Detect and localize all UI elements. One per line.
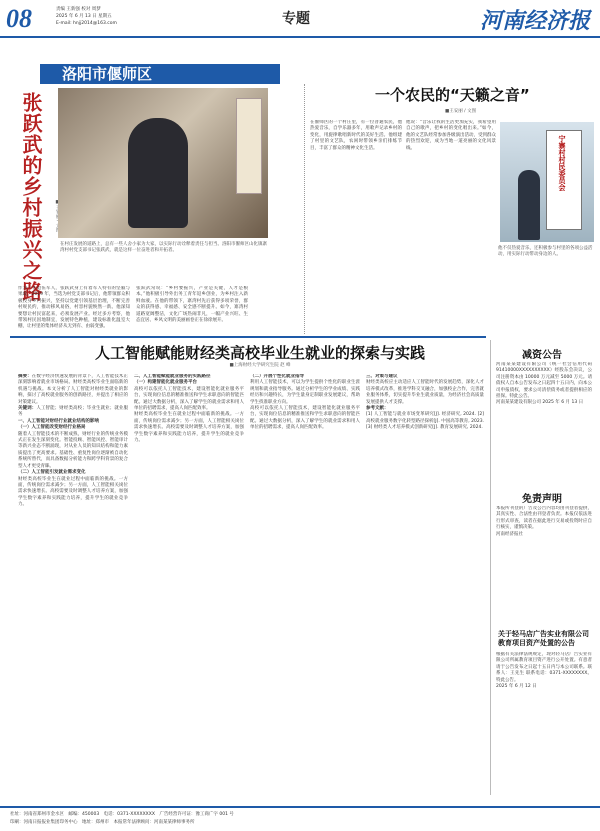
notice-text: 本报所刊登的广告及公告内容均由刊登者提供，其真实性、合法性由刊登者负责。本报仅依法进行形式审查，读者在据此进行交易或投资时应自行核实，谨慎决策。 bbox=[496, 506, 592, 531]
paragraph: 财经类高校毕业生在就业过程中面临新的挑战。一方面，传统岗位需求减少；另一方面，人工智能相关岗位需求快速增长。高校需要及时调整人才培养方案，加强学生数字素养和实践能力培养，提升学生的就业竞争力。 bbox=[134, 412, 244, 444]
section-rule bbox=[10, 336, 486, 338]
section-heading: 三、对策与建议 bbox=[366, 374, 398, 379]
references-label: 参考文献： bbox=[366, 406, 389, 412]
story1-col2: 张跃武常说：“乡村要振兴，产业是关键，人才是根本。”他积极引导外出务工青年返乡创业，为乡村注入新鲜血液。在他的带领下，寨湾村先后获得多项荣誉，群众的获得感、幸福感、安全感不断提升。如今，寨湾村道路宽阔整洁，文化广场热闹非凡，一幅产业兴旺、生态宜居、乡风文明的美丽画卷正在徐徐展开。 bbox=[136, 286, 248, 324]
notice-body-2 bbox=[496, 506, 592, 624]
portrait-photo bbox=[58, 88, 268, 238]
article-col1 bbox=[18, 374, 128, 802]
subsection-heading: （二）人工智能引发就业需求变化 bbox=[18, 470, 86, 476]
notice-text: 河南某某建设有限公司（统一社会信用代码 91410000XXXXXXXXXX）经股东会决议，公司注册资本由 10000 万元减至 5000 万元。请债权人自本公告发布之日起四十五日内，向本公司申报债权，要求公司清偿债务或者提供相应的担保。特此公告。 bbox=[496, 362, 592, 400]
abstract-text: 在数字经济快速发展的背景下，人工智能技术正深刻影响着就业市场格局。财经类高校毕业生面临新的机遇与挑战。本文分析了人工智能对财经类就业的影响，探讨了高校就业服务的创新路径，并提出了相应的对策建议。 bbox=[18, 374, 128, 405]
notice-title-1: 减资公告 bbox=[522, 350, 562, 361]
references: [1] 人工智能与就业市场变革研究[J]. 经济研究, 2024. [2] 高校就业服务数字化转型路径探析[J]. 中国高等教育, 2023. [3] 财经类人才培养模式创新研究[J]. 教育发展研究, 2024. bbox=[366, 412, 484, 431]
section-name: 专题 bbox=[282, 11, 310, 27]
story1-col1: 作为一名退伍军人，张跃武身上有着军人特有的坚毅与果敢。2019 年，当选为村党支部书记后，他带领群众积极投身乡村振兴，坚持以党建引领基层治理，不断完善村规民约，推动移风易俗，村容村貌焕然一新。他深知要想让村民富起来，必须发展产业。经过多方考察，他带领村民因地制宜，发展特色种植，建设标准化温室大棚，让村里的集体经济从无到有、由弱变强。 bbox=[18, 286, 130, 330]
date-line: 2025 年 6 月 13 日 星期五 bbox=[56, 14, 112, 19]
story-title: 张跃武的乡村振兴之路 bbox=[19, 92, 43, 302]
section-heading: 二、人工智能赋能就业服务的实践路径 bbox=[134, 374, 211, 379]
page-number: 08 bbox=[6, 4, 32, 33]
notice-signature: 河南经济报社 bbox=[496, 531, 523, 537]
village-sign bbox=[546, 130, 582, 230]
wall-sign bbox=[236, 98, 262, 194]
paragraph: 利用人工智能技术，可以为学生提供个性化的职业生涯规划和就业指导服务。通过分析学生的学业成绩、实践经历和兴趣特长，为学生量身定制职业发展建议，帮助学生找准职业方向。 bbox=[250, 380, 360, 405]
region-banner: 洛阳市偃师区 bbox=[40, 64, 280, 84]
notice-signature: 河南某某建设有限公司 2025 年 6 月 13 日 bbox=[496, 400, 584, 406]
notice-signature: 2025 年 6 月 12 日 bbox=[496, 684, 537, 690]
village-sign-text: 宁寨村村民委员会 bbox=[558, 135, 566, 191]
masthead-logo: 河南经济报 bbox=[479, 8, 590, 34]
abstract-label: 摘要： bbox=[18, 374, 32, 379]
section-heading: 一、人工智能对财经行业就业结构的影响 bbox=[18, 418, 99, 424]
paragraph: 高校可以依托人工智能技术，建设智能化就业服务平台，实现岗位信息的精准推送和学生求职意向的智能匹配。通过大数据分析，深入了解学生的就业需求和用人单位的招聘需求，提高人岗匹配效率。 bbox=[134, 386, 244, 412]
article-col4 bbox=[366, 374, 484, 802]
feature-byline: ■王安丽 / 文图 bbox=[445, 109, 477, 114]
keywords-label: 关键词： bbox=[18, 406, 37, 412]
footer-line-1: 社址：河南省郑州市金水区 邮编：450003 电话：0371-XXXXXXXX 广告经营许可证：豫工商广字 001 号 bbox=[10, 812, 234, 817]
notice-title-3: 关于轻马店广告实业有限公司教育项目资产处置的公告 bbox=[498, 630, 589, 647]
paragraph: 随着人工智能技术的不断成熟，财经行业的传统业务模式正在发生深刻变化。智能投顾、智能风控、智能审计等新兴业态不断涌现，对从业人员的知识结构和能力素质提出了更高要求。基础性、重复性岗位逐渐被自动化系统所替代，而具备数据分析能力和跨学科背景的复合型人才更受青睐。 bbox=[18, 431, 128, 469]
article-byline: ■上海财经大学研究生院 赵 峰 bbox=[229, 363, 291, 368]
photo-caption-2: 他不仅热爱音乐，还积极参与村里的各项公益活动，用实际行动带动身边的人。 bbox=[498, 246, 593, 257]
story1-col4: 他说：“音乐让我的生活更加充实，我希望用自己的歌声，把乡村的变化唱出来。”如今，他的文艺队经常参加各级演出活动，受到群众的热烈欢迎，成为当地一道亮丽的文化风景线。 bbox=[406, 120, 496, 151]
story1-col3: 在偃师区的一个村庄里，有一位普通农民，他热爱音乐，自学乐器多年，用歌声记录乡村的变化，用旋律歌唱新时代的美好生活。他组建了村里的文艺队，农闲时带领乡亲们排练节目，丰富了群众的精神文化生活。 bbox=[310, 120, 402, 151]
editor-line: 责编 王新强 校对 周梦 bbox=[56, 7, 101, 12]
column-divider bbox=[304, 84, 305, 334]
person-figure bbox=[128, 118, 188, 228]
villager-photo bbox=[500, 122, 594, 242]
paragraph: 财经类高校毕业生在就业过程中面临新的挑战。一方面，传统岗位需求减少；另一方面，人工智能相关岗位需求快速增长。高校需要及时调整人才培养方案，加强学生数字素养和实践能力培养，提升学生的就业竞争力。 bbox=[18, 476, 128, 508]
notice-title-2: 免责声明 bbox=[522, 494, 562, 505]
photo-caption: 在村庄发展的道路上，总有一些人舍小家为大家，以实际行动诠释着责任与担当。洛阳市偃师区山化镇寨湾村村党支部书记张跃武，就是这样一位奋进者和开拓者。 bbox=[60, 242, 267, 253]
notice-body-3 bbox=[496, 652, 592, 792]
subsection-heading: （一）人工智能改变财经行业格局 bbox=[18, 425, 86, 431]
person-figure bbox=[518, 170, 540, 240]
subsection-heading: （一）构建智能化就业服务平台 bbox=[134, 380, 197, 386]
feature-headline: 一个农民的“天籁之音” bbox=[375, 86, 530, 104]
paragraph: 高校可以依托人工智能技术，建设智能化就业服务平台，实现岗位信息的精准推送和学生求职意向的智能匹配。通过大数据分析，深入了解学生的就业需求和用人单位的招聘需求，提高人岗匹配效率。 bbox=[250, 406, 360, 431]
email-line: E-mail: hnjj2014@163.com bbox=[56, 21, 117, 26]
page-footer bbox=[0, 806, 600, 831]
keywords-text: 人工智能；财经类高校；毕业生就业；就业服务 bbox=[18, 406, 128, 418]
notice-body-1 bbox=[496, 362, 592, 480]
page-header bbox=[0, 0, 600, 38]
article-title: 人工智能赋能财经类高校毕业生就业的探索与实践 bbox=[94, 344, 425, 362]
paragraph: 财经类高校应主动适应人工智能时代的发展趋势，深化人才培养模式改革，推进学科交叉融合，加强校企合作，完善就业服务体系，切实提升毕业生就业质量，为经济社会高质量发展提供人才支撑。 bbox=[366, 380, 484, 405]
article-col3 bbox=[250, 374, 360, 802]
article-col2 bbox=[134, 374, 244, 802]
footer-line-2: 印刷：河南日报报业集团印务中心 地址：郑州市 本报常年法律顾问：河南某某律师事务所 bbox=[10, 820, 195, 825]
subsection-heading: （二）开展个性化就业指导 bbox=[250, 374, 304, 379]
header-meta bbox=[56, 6, 216, 27]
notice-text: 根据有关法律法规规定，现对轻马店广告实业有限公司所属教育项目资产进行公开处置。有意者请于公告发布之日起十五日内与本公司联系。联系人：王先生 联系电话：0371-XXXXXXXX。特此公告。 bbox=[496, 652, 592, 683]
